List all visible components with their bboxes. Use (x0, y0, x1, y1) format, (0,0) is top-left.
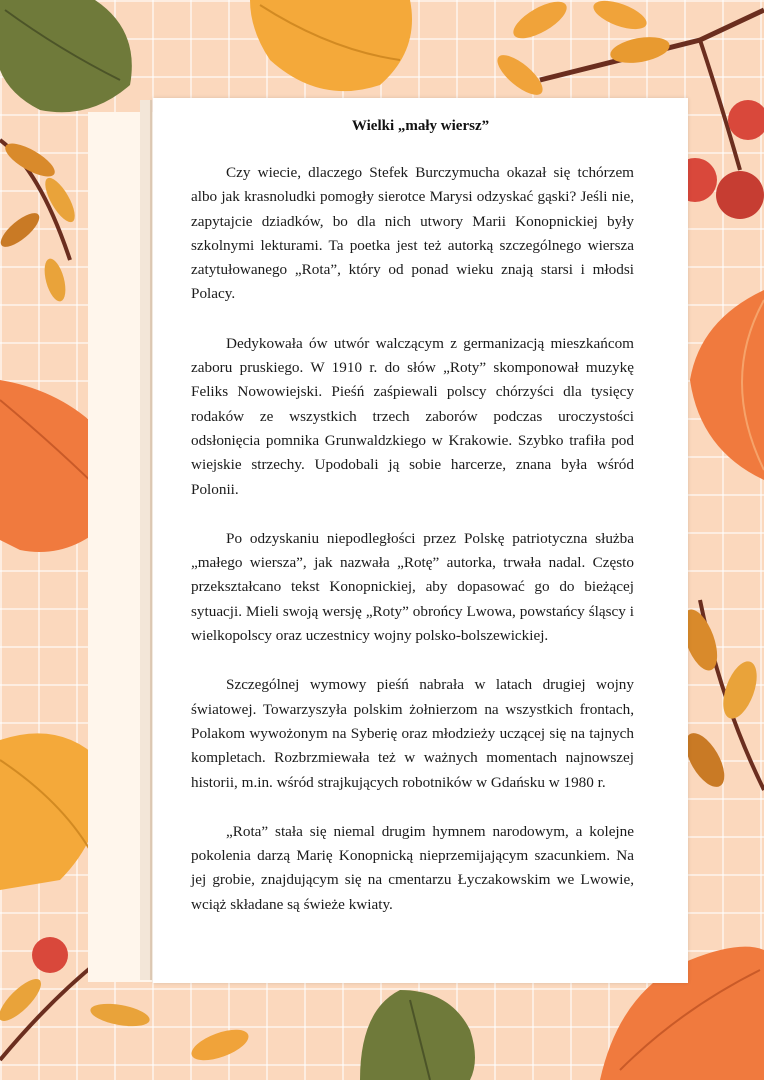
birch-leaf-icon (0, 733, 102, 890)
birch-leaf-icon (250, 0, 412, 91)
paragraph-4: Szczególnej wymowy pieśń nabrała w latach drugiej wojny światowej. Towarzyszyła polskim żołnierzom na wszystkich frontach, Polakom wywożonym na Syberię oraz młodzieży uczącej się na tajnych kompletach. Rozbrzmiewała też w ważnych momentach najnowszej historii, m.in. wśród strajkujących robotników w Gdańsku w 1980 r. (191, 676, 634, 791)
branch-icon (0, 137, 80, 303)
paragraph-1: Czy wiecie, dlaczego Stefek Burczymucha okazał się tchórzem albo jak krasnoludki pomogły sierotce Marysi odzyskać gąski? Jeśli nie, zapytajcie dziadków, bo dla nich utwory Marii Konopnickiej były szkolnymi lekturami. Ta poetka jest też autorką szczególnego wiersza zatytułowanego „Rota”, który od ponad wieku znają starsi i młodsi Polacy. (191, 164, 634, 303)
branch-icon (676, 600, 764, 793)
paragraph-2: Dedykowała ów utwór walczącym z germanizacją mieszkańcom zaboru pruskiego. W 1910 r. do słów „Roty” skomponował muzykę Feliks Nowowiejski. Pieśń zaśpiewali polscy chórzyści dla tysięcy rodaków ze wszystkich trzech zaborów podczas uroczystości odsłonięcia pomnika Grunwaldzkiego w Krakowie. Szybko trafiła pod wiejskie strzechy. Upodobali ją sobie harcerze, znana była wśród Polonii. (191, 334, 634, 498)
paragraph-3: Po odzyskaniu niepodległości przez Polskę patriotyczna służba „małego wiersza”, jak nazwała „Rotę” autorka, trwała nadal. Często przekształcano tekst Konopnickiej, aby dopasować go do bieżącej sytuacji. Mieli swoją wersję „Roty” obrońcy Lwowa, powstańcy śląscy i wielkopolscy oraz uczestnicy wojny polsko-bolszewickiej. (191, 529, 634, 645)
green-leaf-icon (0, 0, 132, 112)
maple-leaf-icon (690, 290, 764, 480)
notebook-binding (140, 100, 152, 980)
oak-leaf-icon (360, 990, 475, 1080)
paragraph-5: „Rota” stała się niemal drugim hymnem narodowym, a kolejne pokolenia darzą Marię Konopnicką nieprzemijającym szacunkiem. Na jej grobie, znajdującym się na cmentarzu Łyczakowskim we Lwowie, wciąż składane są świeże kwiaty. (191, 822, 634, 913)
document-body (191, 161, 634, 942)
document-page (153, 98, 688, 983)
document-title: Wielki „mały wiersz” (351, 118, 490, 134)
